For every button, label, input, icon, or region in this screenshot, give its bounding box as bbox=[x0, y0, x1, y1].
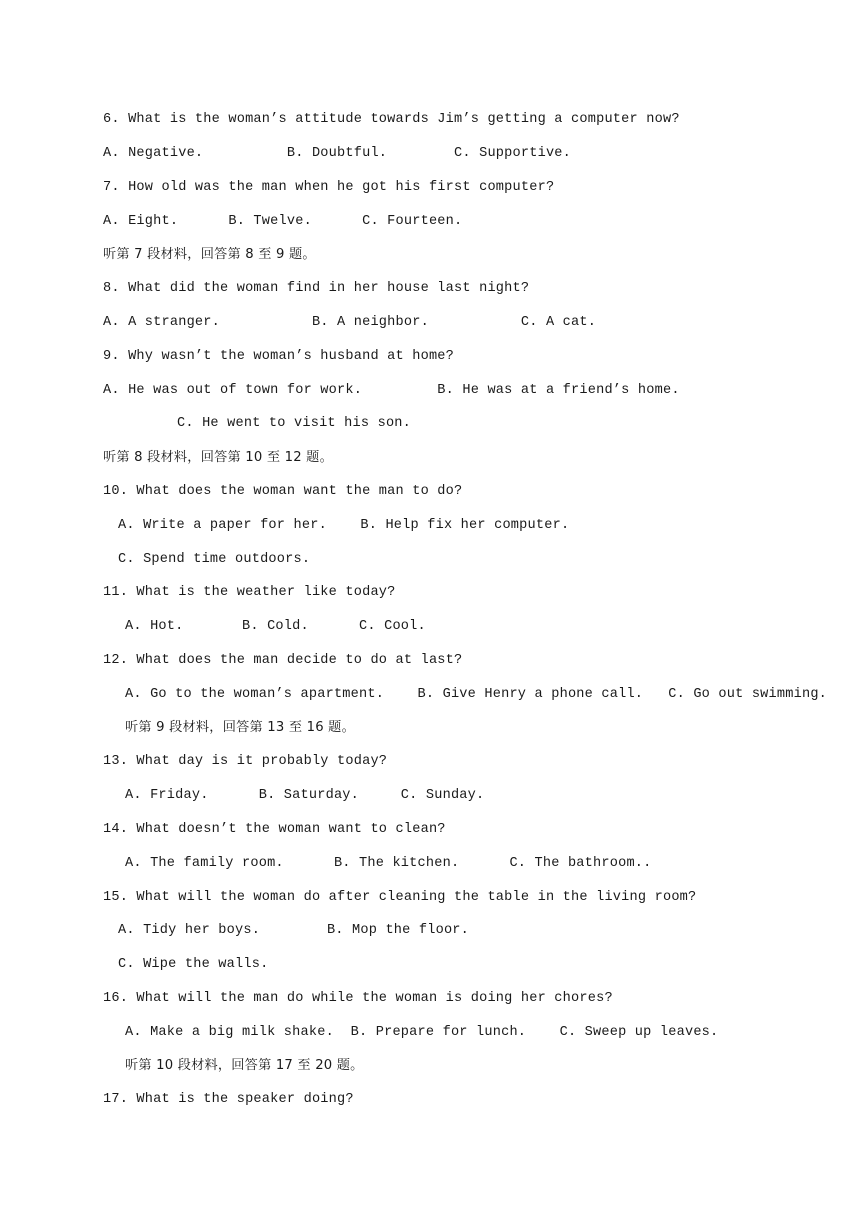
options-10-ab: A. Write a paper for her. B. Help fix her computer. bbox=[118, 518, 570, 533]
question-9: 9. Why wasn’t the woman’s husband at home? bbox=[103, 349, 455, 364]
options-9-ab: A. He was out of town for work. B. He was at a friend’s home. bbox=[103, 383, 680, 398]
section-heading-10: 听第 10 段材料，回答第 17 至 20 题。 bbox=[125, 1058, 364, 1073]
options-7: A. Eight. B. Twelve. C. Fourteen. bbox=[103, 214, 463, 229]
options-9-c: C. He went to visit his son. bbox=[177, 416, 412, 431]
question-16: 16. What will the man do while the woman is doing her chores? bbox=[103, 991, 613, 1006]
options-11: A. Hot. B. Cold. C. Cool. bbox=[125, 619, 426, 634]
question-12: 12. What does the man decide to do at last? bbox=[103, 653, 463, 668]
options-16: A. Make a big milk shake. B. Prepare for lunch. C. Sweep up leaves. bbox=[125, 1025, 719, 1040]
question-8: 8. What did the woman find in her house last night? bbox=[103, 281, 530, 296]
question-10: 10. What does the woman want the man to do? bbox=[103, 484, 463, 499]
question-13: 13. What day is it probably today? bbox=[103, 754, 388, 769]
options-15-c: C. Wipe the walls. bbox=[118, 957, 269, 972]
section-heading-8: 听第 8 段材料，回答第 10 至 12 题。 bbox=[103, 450, 333, 465]
options-15-ab: A. Tidy her boys. B. Mop the floor. bbox=[118, 923, 470, 938]
question-7: 7. How old was the man when he got his first computer? bbox=[103, 180, 555, 195]
options-14: A. The family room. B. The kitchen. C. The bathroom.. bbox=[125, 856, 652, 871]
question-11: 11. What is the weather like today? bbox=[103, 585, 396, 600]
options-6: A. Negative. B. Doubtful. C. Supportive. bbox=[103, 146, 572, 161]
section-heading-9: 听第 9 段材料，回答第 13 至 16 题。 bbox=[125, 720, 355, 735]
options-8: A. A stranger. B. A neighbor. C. A cat. bbox=[103, 315, 597, 330]
question-15: 15. What will the woman do after cleaning the table in the living room? bbox=[103, 890, 697, 905]
question-14: 14. What doesn’t the woman want to clean? bbox=[103, 822, 446, 837]
section-heading-7: 听第 7 段材料，回答第 8 至 9 题。 bbox=[103, 247, 316, 262]
question-17: 17. What is the speaker doing? bbox=[103, 1092, 354, 1107]
options-13: A. Friday. B. Saturday. C. Sunday. bbox=[125, 788, 485, 803]
options-12: A. Go to the woman’s apartment. B. Give Henry a phone call. C. Go out swimming. bbox=[125, 687, 828, 702]
options-10-c: C. Spend time outdoors. bbox=[118, 552, 311, 567]
question-6: 6. What is the woman’s attitude towards Jim’s getting a computer now? bbox=[103, 112, 680, 127]
